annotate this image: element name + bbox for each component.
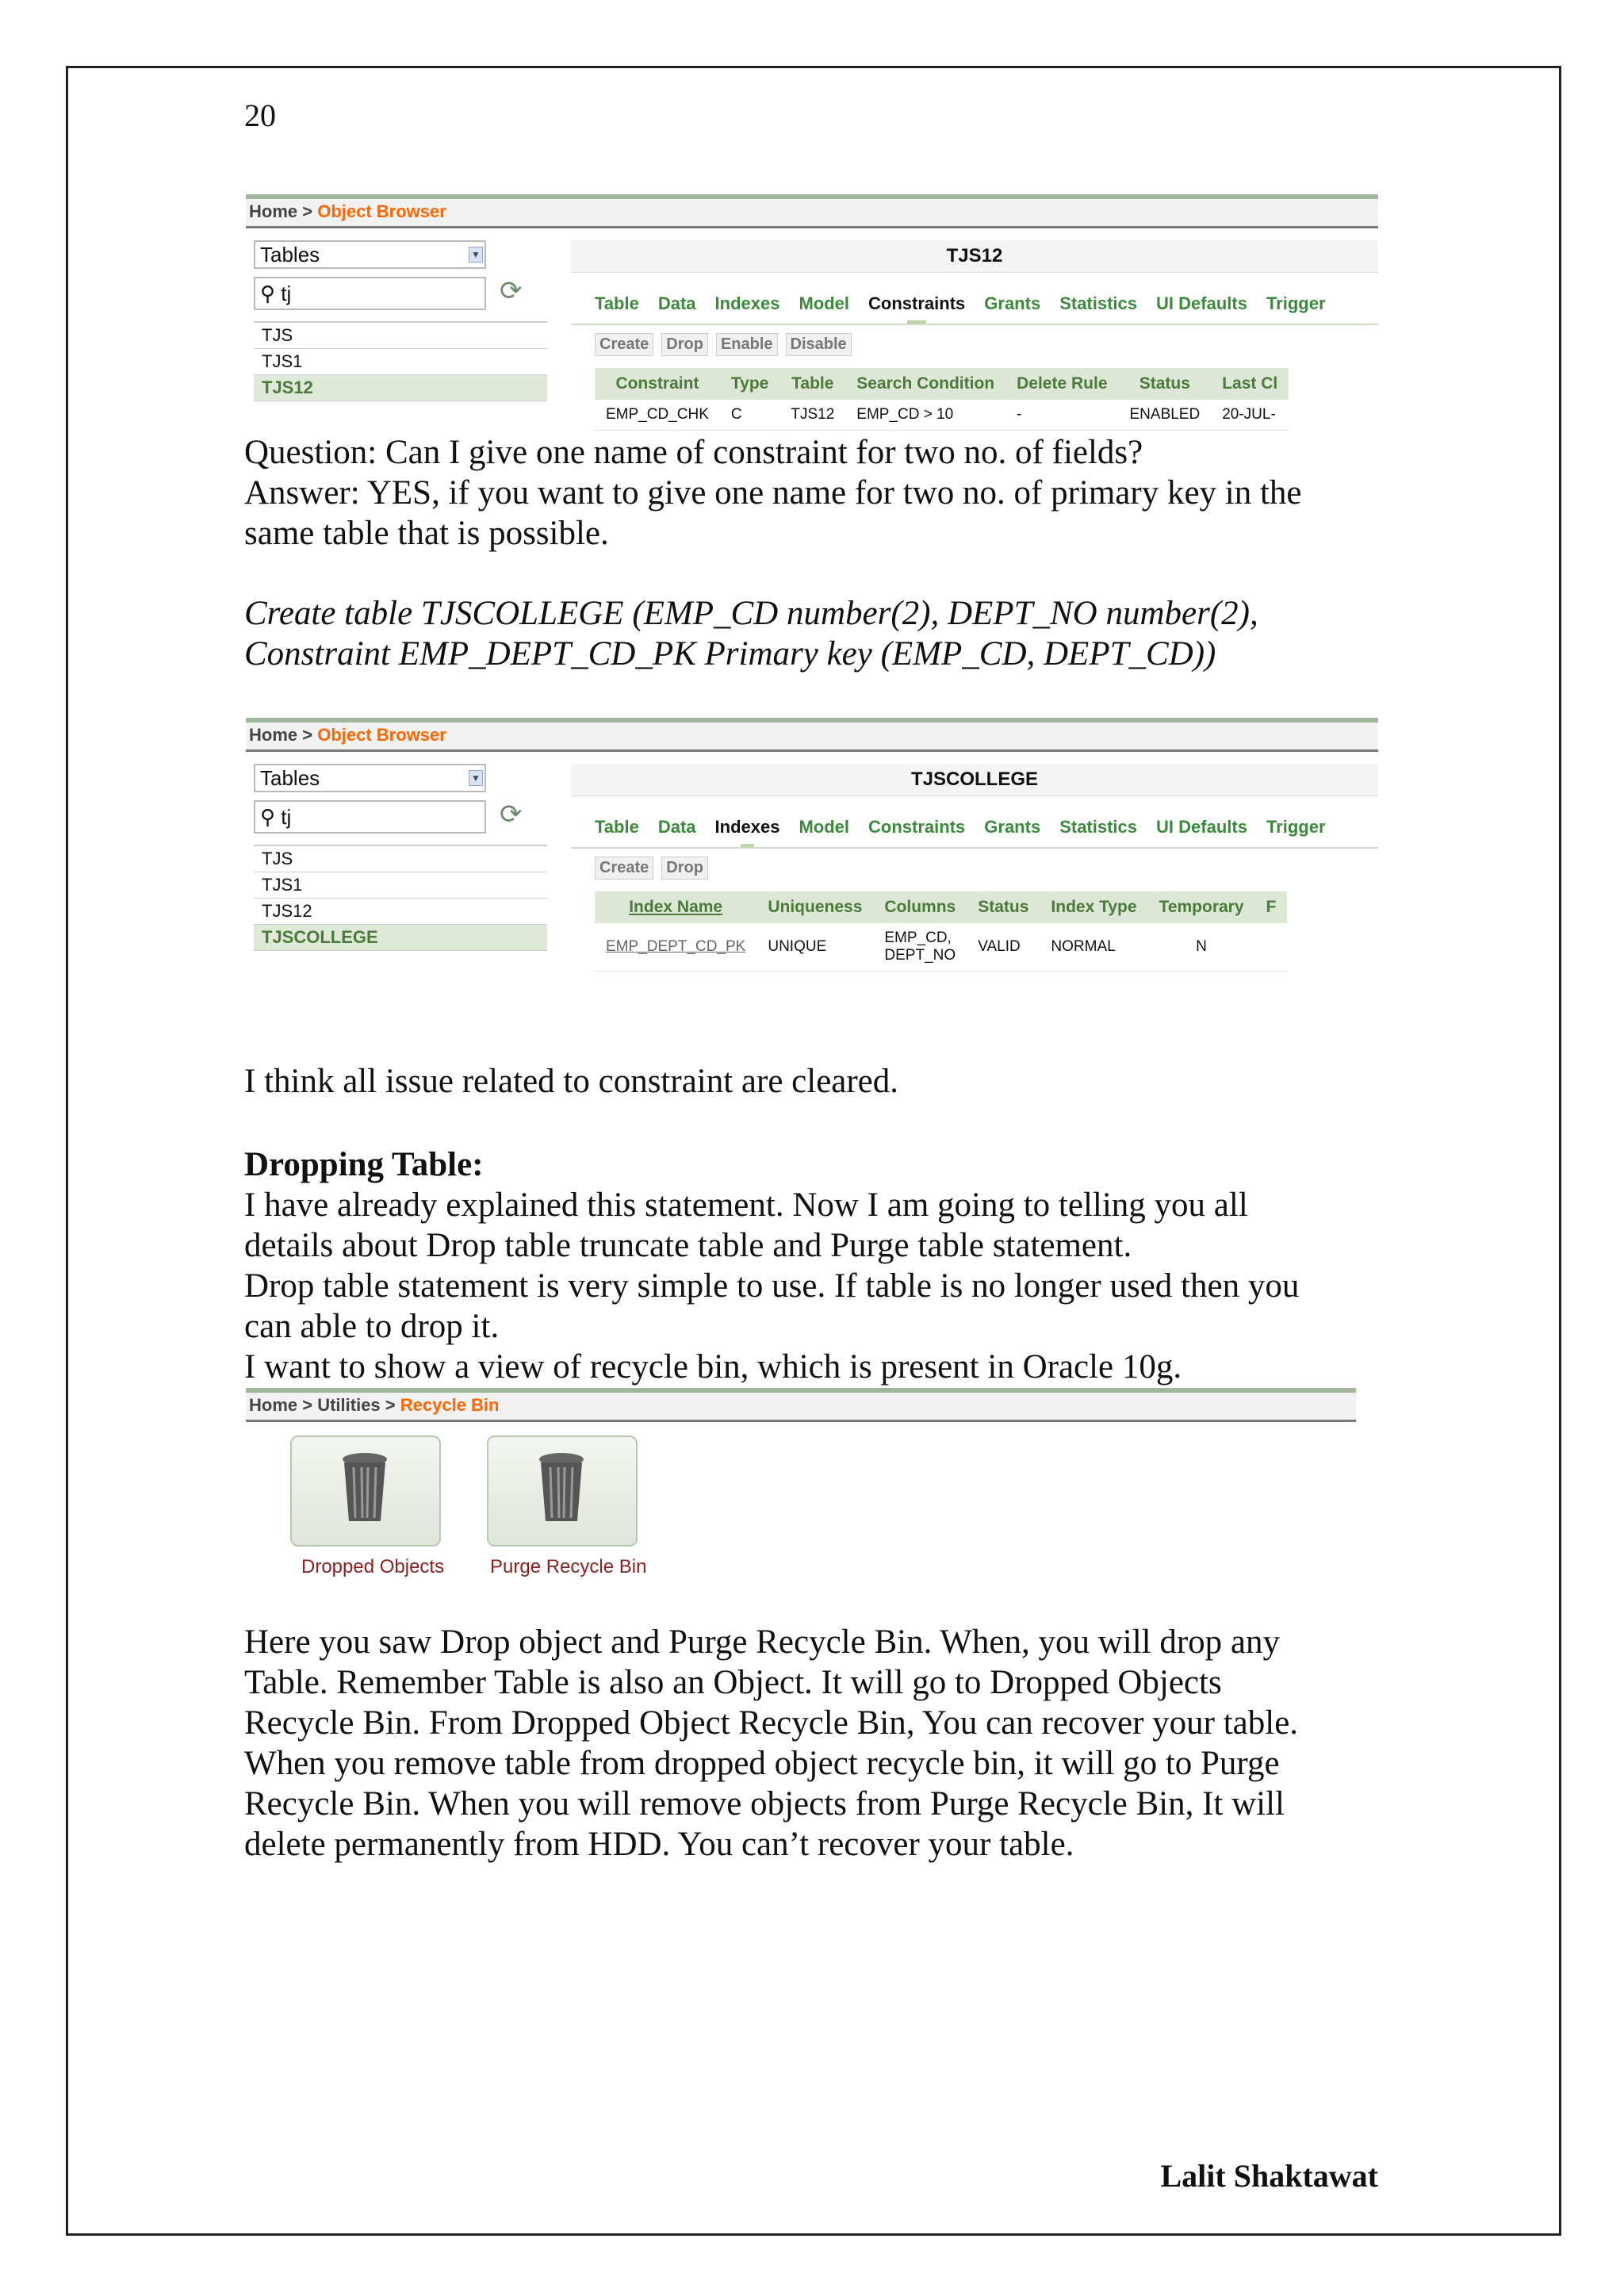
disable-button[interactable]: Disable — [786, 333, 852, 356]
uniqueness-cell: UNIQUE — [756, 923, 873, 972]
action-buttons — [571, 333, 1378, 362]
tab-constraints[interactable]: Constraints — [868, 284, 965, 324]
tab-model[interactable]: Model — [799, 817, 850, 837]
sql-line-1: Create table TJSCOLLEGE (EMP_CD number(2), DEPT_NO number(2), — [244, 595, 1258, 632]
tab-grants[interactable]: Grants — [984, 817, 1041, 837]
recycle-explanation: Here you saw Drop object and Purge Recycle Bin. When, you will drop any Table. Remember Table is also an Object. It will go to Dropped Objects Recycle Bin. From Dropped Object Recycle Bin, You can recover your table. When you remove table from dropped object recycle bin, it will go to Purge Recycle Bin. When you will remove objects from Purge Recycle Bin, It will delete permanently from HDD. You can’t recover your table. — [244, 1623, 1299, 1863]
section-heading: Dropping Table: — [244, 1146, 484, 1183]
column-header: Columns — [873, 891, 967, 923]
tab-data[interactable]: Data — [657, 293, 696, 313]
table-list-item[interactable]: TJS — [254, 323, 547, 349]
table-row — [595, 400, 1289, 431]
object-title: TJSCOLLEGE — [571, 764, 1378, 796]
trash-can-icon — [341, 1451, 389, 1524]
chevron-down-icon[interactable]: ▼ — [469, 247, 483, 263]
search-icon: ⚲ — [260, 282, 276, 305]
page-number: 20 — [244, 98, 276, 133]
enable-button[interactable]: Enable — [716, 333, 778, 356]
object-list-pane — [254, 764, 555, 1005]
breadcrumb-current: Recycle Bin — [400, 1395, 500, 1415]
search-input[interactable]: ⚲ tj — [254, 277, 486, 310]
table-cell: EMP_CD_CHK — [595, 400, 720, 431]
refresh-icon[interactable]: ⟳ — [500, 799, 523, 830]
tab-table[interactable]: Table — [595, 293, 639, 313]
tab-indexes[interactable]: Indexes — [714, 293, 780, 313]
object-type-select[interactable]: Tables ▼ — [254, 764, 486, 792]
dropped-objects-button[interactable] — [290, 1435, 441, 1547]
object-title: TJS12 — [571, 240, 1378, 273]
tab-data[interactable]: Data — [657, 817, 696, 837]
breadcrumb-utilities[interactable]: Utilities — [317, 1395, 381, 1415]
refresh-icon[interactable]: ⟳ — [500, 276, 523, 306]
columns-cell: EMP_CD, DEPT_NO — [873, 923, 967, 972]
table-list-item[interactable]: TJS12 — [254, 899, 547, 925]
table-list-item[interactable]: TJS1 — [254, 872, 547, 899]
answer-line-1: Answer: YES, if you want to give one name for two no. of primary key in the — [244, 474, 1302, 512]
column-header: F — [1255, 891, 1288, 923]
index-name-link[interactable]: EMP_DEPT_CD_PK — [595, 923, 756, 972]
dropped-objects-label[interactable]: Dropped Objects — [301, 1556, 445, 1577]
detail-tabs — [571, 807, 1378, 849]
detail-tabs — [571, 284, 1378, 325]
temporary-cell: N — [1148, 923, 1255, 972]
question-answer — [244, 432, 1302, 554]
tab-trigger[interactable]: Trigger — [1266, 293, 1326, 313]
column-header: Index Type — [1040, 891, 1147, 923]
tab-indexes[interactable]: Indexes — [715, 807, 780, 847]
object-browser-constraints-screenshot — [246, 194, 1378, 434]
column-header: Type — [720, 368, 779, 400]
table-cell: - — [1005, 400, 1118, 431]
column-header: Last Cl — [1211, 368, 1289, 400]
table-cell: 20-JUL- — [1211, 400, 1289, 431]
column-header[interactable]: Index Name — [595, 891, 756, 923]
tab-ui-defaults[interactable]: UI Defaults — [1156, 817, 1247, 837]
table-list-item[interactable]: TJS — [254, 846, 547, 872]
tab-statistics[interactable]: Statistics — [1059, 293, 1138, 313]
answer-line-2: same table that is possible. — [244, 515, 609, 552]
breadcrumb-current: Object Browser — [317, 201, 446, 221]
column-header: Constraint — [595, 368, 720, 400]
tab-table[interactable]: Table — [595, 817, 639, 837]
dropping-table-section: Dropping Table: I have already explained this statement. Now I am going to telling you all details about Drop table truncate table and Purge table statement. Drop table statement is very simple to use. If table is no longer used then you can able to drop it. I want to show a view of recycle bin, which is present in Oracle 10g. — [244, 1146, 1300, 1386]
drop-button[interactable]: Drop — [661, 857, 708, 880]
create-button[interactable]: Create — [595, 857, 653, 880]
trash-can-icon — [538, 1451, 585, 1524]
table-cell: C — [720, 400, 779, 431]
breadcrumb: Home > Utilities > Recycle Bin — [246, 1388, 1356, 1422]
table-list — [254, 321, 547, 401]
author-name: Lalit Shaktawat — [1160, 2158, 1378, 2194]
drop-button[interactable]: Drop — [661, 333, 708, 356]
purge-recycle-bin-label[interactable]: Purge Recycle Bin — [490, 1556, 647, 1577]
column-header: Temporary — [1148, 891, 1255, 923]
tab-model[interactable]: Model — [799, 293, 850, 313]
sql-example — [244, 593, 1258, 674]
recycle-bin-screenshot — [246, 1388, 1356, 1586]
search-icon: ⚲ — [260, 805, 276, 829]
column-header: Status — [1119, 368, 1212, 400]
object-type-select[interactable]: Tables ▼ — [254, 240, 486, 269]
object-browser-indexes-screenshot — [246, 718, 1378, 1021]
table-list-item[interactable]: TJS12 — [254, 375, 547, 401]
table-list — [254, 845, 547, 1005]
breadcrumb-home[interactable]: Home — [249, 201, 298, 221]
breadcrumb: Home > Object Browser — [246, 194, 1378, 228]
table-row — [595, 923, 1287, 972]
tab-grants[interactable]: Grants — [984, 293, 1041, 313]
constraint-conclusion: I think all issue related to constraint are cleared. — [244, 1063, 899, 1100]
table-list-item[interactable]: TJS1 — [254, 349, 547, 375]
indexes-table — [595, 891, 1287, 972]
tab-ui-defaults[interactable]: UI Defaults — [1156, 293, 1247, 313]
breadcrumb-current: Object Browser — [317, 725, 446, 745]
column-header: Table — [779, 368, 845, 400]
column-header: Status — [967, 891, 1040, 923]
tab-statistics[interactable]: Statistics — [1059, 817, 1138, 837]
column-header: Search Condition — [845, 368, 1005, 400]
chevron-down-icon[interactable]: ▼ — [469, 770, 483, 786]
constraints-table — [595, 368, 1289, 431]
object-list-pane — [254, 240, 555, 401]
table-list-item[interactable]: TJSCOLLEGE — [254, 925, 547, 951]
breadcrumb-home[interactable]: Home — [249, 725, 298, 745]
question-text: Question: Can I give one name of constraint for two no. of fields? — [244, 434, 1143, 471]
breadcrumb: Home > Object Browser — [246, 718, 1378, 752]
column-header: Uniqueness — [756, 891, 873, 923]
status-cell: VALID — [967, 923, 1040, 972]
purge-recycle-bin-button[interactable] — [487, 1435, 638, 1547]
column-header: Delete Rule — [1005, 368, 1118, 400]
table-cell: ENABLED — [1119, 400, 1212, 431]
table-cell: EMP_CD > 10 — [845, 400, 1005, 431]
tab-constraints[interactable]: Constraints — [868, 817, 966, 837]
tab-trigger[interactable]: Trigger — [1266, 817, 1326, 837]
index-type-cell: NORMAL — [1040, 923, 1147, 972]
create-button[interactable]: Create — [595, 333, 653, 356]
sql-line-2: Constraint EMP_DEPT_CD_PK Primary key (EMP_CD, DEPT_CD)) — [244, 635, 1216, 673]
breadcrumb-home[interactable]: Home — [249, 1395, 298, 1415]
object-detail-pane — [571, 240, 1378, 431]
object-detail-pane — [571, 764, 1378, 972]
search-input[interactable]: ⚲ tj — [254, 800, 486, 834]
table-cell: TJS12 — [779, 400, 845, 431]
action-buttons — [571, 857, 1378, 885]
